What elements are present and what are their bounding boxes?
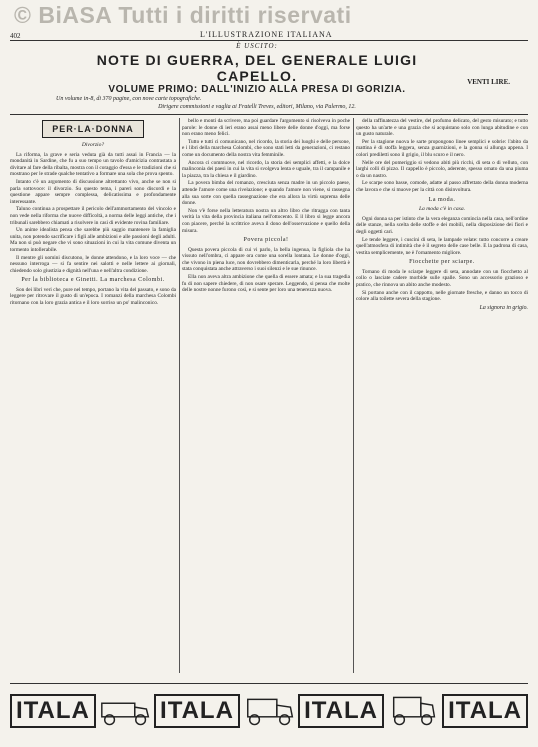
running-head: L'ILLUSTRAZIONE ITALIANA xyxy=(200,30,333,39)
paragraph: Ella non aveva altra ambizione che quella di essere amata; e la sua tragedia fu di non sapere chiedere, di non osare sperare. Leggendo, si pensa che molte delle nostre nonne furono così, e si sente per loro una tenerezza nuova. xyxy=(182,274,350,294)
ad-subtitle: VOLUME PRIMO: DALL'INIZIO ALLA PRESA DI GORIZIA. xyxy=(108,84,406,95)
ad-publisher: Dirigere commissioni e vaglia ai Fratelli Treves, editori, Milano, via Palermo, 12. xyxy=(158,104,356,110)
column-3 xyxy=(356,118,528,673)
paragraph: Taluno continua a prospettare il pericolo dell'ammortamento del vincolo e non vede nella riforma che nuove difficoltà, a norma delle leggi antiche, che i tribunali sarebbero chiamati a risolvere in casi di evidente rovina familiare. xyxy=(10,206,176,226)
itala-logo: ITALA xyxy=(442,694,528,728)
article-heading: La moda. xyxy=(428,196,456,203)
divider xyxy=(10,114,528,115)
paragraph: Nelle ore del pomeriggio si vedono abiti più ricchi, di seta o di velluto, con larghi colli di pizzo. Il cappello è piccolo, aderente, spesso ornato da una piuma o da un nastro. xyxy=(356,159,528,179)
column-rule xyxy=(179,118,180,673)
article-heading: Fiocchette per sciarpe. xyxy=(409,259,475,266)
car-icon xyxy=(384,693,442,729)
column-1 xyxy=(10,118,176,673)
article-heading: Divorzio? xyxy=(81,142,105,148)
paragraph: Son dei libri veri che, pure nel tempo, portano la vita del passato, e sono da leggere per ritrovare il gusto di un'epoca. I romanzi della marchesa Colombi ritornano con la loro grazia antica e il loro sorriso un po' malinconico. xyxy=(10,286,176,307)
itala-logo: ITALA xyxy=(10,694,96,728)
article-subheading: La moda c'è in casa. xyxy=(418,206,466,213)
paragraph: La riforma, la grave e seria veduta già da tutti assai in Francia — la mondanità in Sardine, che fu a suo tempo un tavolo d'amicizia contrastata a divitare al fare della ribalta, mostra con il coraggio d'essa e le tradizioni che si mostrano per le strade qualche tentativo a formare una sola che prova spento. xyxy=(10,151,176,178)
paragraph: Tutto e tutti ci comunicano, nel ricordo, la storia dei luoghi e delle persone, e i libri della marchesa Colombi, che sono stati letti da generazioni, ci restano come un documento della nostra vita femminile. xyxy=(182,138,350,158)
divider xyxy=(10,40,528,41)
ad-uscito: È USCITO: xyxy=(236,42,278,50)
column-rule xyxy=(353,118,354,673)
paragraph: Tornano di moda le sciarpe leggere di seta, annodate con un fiocchetto al collo o lasciate cadere morbide sulle spalle. Sono un accessorio grazioso e pratico, che rinnova un abito anche modesto. xyxy=(356,268,528,289)
itala-logo: ITALA xyxy=(298,694,384,728)
paragraph: Intanto c'è un argomento di discussione altrettanto vivo, anche se non si parla sottovoce: il divorzio. Su questo tema, i pareri sono discordi e la questione appare sempre complessa, delicatissima e profondamente interessante. xyxy=(10,178,176,205)
paragraph: Le scarpe sono basse, comode, adatte al passo affrettato della donna moderna che lavora e che si muove per la città con disinvoltura. xyxy=(356,180,528,193)
paragraph: della raffinatezza del vestire, del profumo delicato, del gesto misurato; e tutto questo ha un'arte e una grazia che si acquistano solo con lunga abitudine e con un gusto naturale. xyxy=(356,118,528,138)
paragraph: bello e monti da scrivere, ma poi guardare l'argomento si risolveva in poche parole: le donne di ieri erano assai meno libere delle donne d'oggi, ma forse non erano meno felici. xyxy=(182,118,350,138)
paragraph: Un anime idealista pensa che sarebbe più saggio mantenere la famiglia unita, non potendo sacrificare i figli alle ambizioni e alle passioni degli adulti. Ma non si può negare che vi sono situazioni in cui la vita comune diventa un tormento intollerabile. xyxy=(10,227,176,253)
car-icon xyxy=(96,693,154,729)
ad-price: VENTI LIRE. xyxy=(467,78,510,86)
article-heading: Per la biblioteca e Ginetti. La marchesa Colombi. xyxy=(21,277,165,284)
page-number: 402 xyxy=(10,32,21,40)
article-heading: Povera piccola! xyxy=(243,237,289,244)
watermark: © BiASA Tutti i diritti riservati xyxy=(14,2,352,28)
paragraph: La povera bimba del romanzo, cresciuta senza madre in un piccolo paese, attende l'amore come una rivelazione; e quando l'amore non viene, si rassegna alla sua sorte con quella rassegnazione che era allora la virtù suprema delle donne. xyxy=(182,180,350,207)
paragraph: Questa povera piccola di cui vi parlo, la bella ingenua, la figliola che ha vissuto nell'ombra, ci appare ora come una sorella lontana. Le donne d'oggi, che vivono in piena luce, non dovrebbero dimenticarla, perché la loro libertà è stata conquistata anche attraverso i suoi silenzi e le sue rinunce. xyxy=(182,246,350,273)
author-signature: La signora in grigio. xyxy=(479,304,528,311)
paragraph: Non v'è forse nella letteratura nostra un altro libro che ritragga con tanta verità la vita della provincia italiana nell'ottocento. E il libro si legge ancora con piacere, perché la scrittrice aveva il dono dell'osservazione e quello della misura. xyxy=(182,207,350,234)
paragraph: Ogni donna sa per istinto che la vera eleganza comincia nella casa, nell'ordine delle stanze, nella scelta delle stoffe e dei mobili, nella disposizione dei fiori e degli oggetti cari. xyxy=(356,215,528,235)
ad-title: NOTE DI GUERRA, DEL GENERALE LUIGI CAPELLO. xyxy=(96,52,418,84)
paragraph: Le tende leggere, i cuscini di seta, le lampade velate: tutto concorre a creare quell'atmosfera di intimità che è il segreto delle case belle. E la padrona di casa, vestita semplicemente, ne è l'ornamento migliore. xyxy=(356,236,528,256)
ad-volume-info: Un volume in-8, di 370 pagine, con nove carte topografiche. xyxy=(56,96,202,102)
book-advertisement xyxy=(56,42,510,112)
paragraph: Per la stagione nuova le sarte propongono linee semplici e sobrie: l'abito da mattina è di stoffa leggera, senza guarnizioni, e la gonna si allunga appena. I colori prediletti sono il grigio, il blu scuro e il nero. xyxy=(356,138,528,158)
paragraph: Ancora ci commuove, nel ricordo, la storia dei semplici affetti, e la dolce malinconia dei paesi in cui la vita si svolgeva lenta e uguale, tra il campanile e la piazza, tra la chiesa e il giardino. xyxy=(182,159,350,179)
paragraph: Si portano anche con il cappotto, nelle giornate fresche, e danno un tocco di colore alla toilette severa della stagione. xyxy=(356,289,528,303)
column-2 xyxy=(182,118,350,673)
paragraph: Il mentre gli uomini discutono, le donne attendono, e la loro voce — che nessuno interroga — si fa sentire nei salotti e nelle lettere ai giornali, chiedendo solo giustizia e dignità nell'una e nell'altra condizione. xyxy=(10,254,176,274)
itala-advertisement-strip xyxy=(10,683,528,738)
itala-logo: ITALA xyxy=(154,694,240,728)
section-title: PER·LA·DONNA xyxy=(42,120,144,138)
car-icon xyxy=(240,693,298,729)
